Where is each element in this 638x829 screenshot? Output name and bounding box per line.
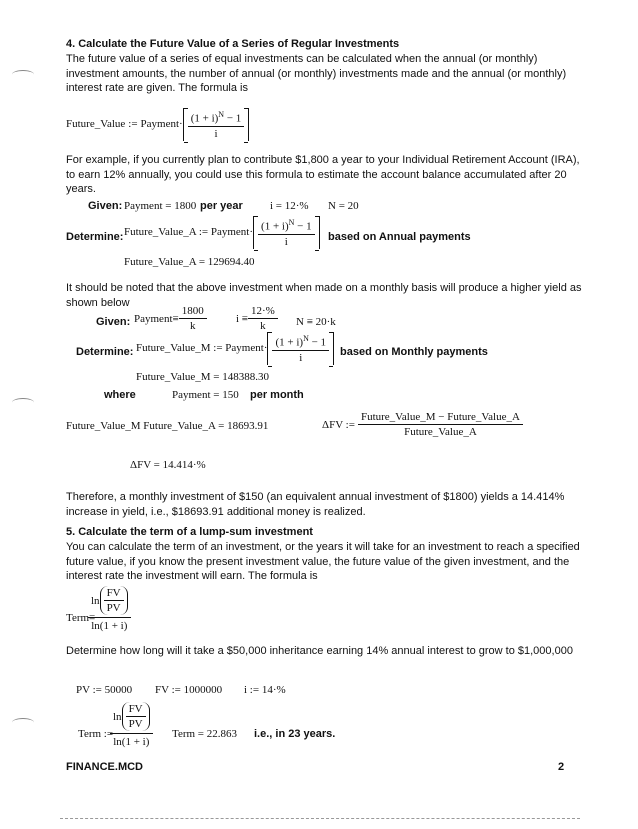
dfv-result: ΔFV = 14.414·% <box>130 459 206 471</box>
problem-text: Determine how long will it take a $50,000 inheritance earning 14% annual interest to grow to $1,000,000 <box>66 645 573 657</box>
monthly-note: It should be noted that the above investment when made on a monthly basis will produce a higher yield as shown below <box>66 282 582 309</box>
conclusion-text: Therefore, a monthly investment of $150 (an equivalent annual investment of $1800) yields a 14.414% increase in yield, i.e., $18693.91 additional money is realized. <box>66 491 565 518</box>
term-lhs: Term := <box>78 728 114 740</box>
ln-label: ln <box>113 710 122 723</box>
term-note: i.e., in 23 years. <box>254 728 336 740</box>
formula-exponent: N <box>218 110 225 119</box>
n2-def: N ≡ 20·k <box>296 316 336 328</box>
footer-filename: FINANCE.MCD <box>66 761 143 773</box>
dfv-lhs: ΔFV := <box>322 418 355 431</box>
section-5-intro: You can calculate the term of an investment, or the years it will take for an investment to reach a specified future value, if you know the present investment value, the future value of the given investment, and the interest rate the investment will earn. The formula is <box>66 541 580 582</box>
fvm-result: Future_Value_M = 148388.30 <box>136 371 269 383</box>
dfv-den: Future_Value_A <box>404 426 477 438</box>
fva-result: Future_Value_A = 129694.40 <box>124 256 255 268</box>
given2-label: Given: <box>96 316 131 328</box>
fva-minus: − 1 <box>297 220 312 233</box>
i2-def <box>236 304 278 333</box>
fv-label: FV <box>126 702 146 717</box>
based-monthly: based on Monthly payments <box>340 346 488 358</box>
payment2-def <box>134 304 207 333</box>
given-n: N = 20 <box>328 200 359 212</box>
fv-label: FV <box>104 586 124 601</box>
payment2-fraction <box>179 304 207 333</box>
formula-assign: := <box>128 118 138 131</box>
term-def-formula <box>88 586 131 632</box>
per-month: per month <box>250 389 304 401</box>
term-numerator <box>110 702 153 734</box>
fvm-minus: − 1 <box>311 336 327 349</box>
determine2-label: Determine: <box>76 346 134 358</box>
term-def-numerator <box>88 586 131 618</box>
pv-label: PV <box>128 718 143 730</box>
given-label: Given: <box>88 200 123 212</box>
pv-assign: PV := 50000 <box>76 684 133 696</box>
term-def-lhs: Term≡ <box>66 612 96 624</box>
fva-numerator: (1 + i) <box>261 220 289 233</box>
where-payment: Payment = 150 <box>172 389 239 401</box>
fva-exponent: N <box>288 218 295 227</box>
fvm-lhs: Future_Value_M := Payment· <box>136 342 268 355</box>
i2-den: k <box>260 320 266 332</box>
i2-lhs: i ≡ <box>236 312 249 325</box>
ln-label: ln <box>91 594 100 607</box>
page-number: 2 <box>558 761 565 773</box>
formula-lhs: Future_Value <box>66 118 126 131</box>
payment2-lhs: Payment≡ <box>134 312 179 325</box>
i2-num: 12·% <box>248 304 278 319</box>
section-4-heading: 4. Calculate the Future Value of a Series of Regular Investments <box>66 38 400 50</box>
fvm-numerator: (1 + i) <box>275 336 304 349</box>
term-denominator: ln(1 + i) <box>113 736 150 748</box>
term-result: Term = 22.863 <box>172 728 238 740</box>
term-formula <box>110 702 153 748</box>
fvm-formula <box>136 332 334 365</box>
fv-pv-fraction <box>126 702 146 731</box>
fv-assign: FV := 1000000 <box>155 684 223 696</box>
term-def-denominator: ln(1 + i) <box>91 620 128 632</box>
fv-pv-paren <box>100 586 128 615</box>
fv-pv-fraction <box>104 586 124 615</box>
fvm-fraction <box>272 332 329 365</box>
dfv-num: Future_Value_M − Future_Value_A <box>358 410 523 425</box>
margin-mark <box>12 70 34 79</box>
payment2-den: k <box>189 320 196 332</box>
dfv-formula <box>322 410 523 439</box>
determine-label: Determine: <box>66 231 124 243</box>
given-payment: Payment = 1800 <box>124 200 197 212</box>
difference-result: Future_Value_M Future_Value_A = 18693.91 <box>66 420 269 432</box>
fva-fraction <box>258 216 315 249</box>
pv-label: PV <box>106 602 121 614</box>
fvm-exponent: N <box>303 334 309 343</box>
i2-fraction <box>248 304 278 333</box>
dfv-fraction <box>358 410 523 439</box>
margin-mark <box>12 718 34 727</box>
formula-numerator: (1 + i) <box>190 112 219 125</box>
formula-payment: Payment· <box>140 118 183 131</box>
i-assign: i := 14·% <box>244 684 286 696</box>
fv-pv-paren <box>122 702 150 731</box>
section-5-heading: 5. Calculate the term of a lump-sum investment <box>66 526 313 538</box>
fvm-denominator: i <box>299 351 303 364</box>
payment2-num: 1800 <box>179 304 207 319</box>
footer-rule <box>60 818 580 819</box>
per-year: per year <box>200 200 243 212</box>
fva-formula <box>124 216 320 249</box>
fva-lhs: Future_Value_A := Payment· <box>124 226 254 239</box>
example-text: For example, if you currently plan to contribute $1,800 a year to your Individual Retirement Account (IRA), to earn 12% annually, you could use this formula to estimate the account balance accumulated after 20 years. <box>66 154 580 195</box>
based-annual: based on Annual payments <box>328 231 471 243</box>
formula-fraction <box>188 108 245 141</box>
fvm-bracket <box>267 332 334 365</box>
fva-bracket <box>253 216 320 249</box>
fva-denominator: i <box>284 235 288 248</box>
fv-formula <box>66 108 249 141</box>
section-4-intro: The future value of a series of equal investments can be calculated when the annual (or monthly) investment amounts, the number of annual (or monthly) investments made and the annual (or monthly) interest rate are given. The formula is <box>66 53 567 94</box>
where-label: where <box>104 389 136 401</box>
formula-denominator: i <box>214 127 218 140</box>
formula-bracket <box>183 108 250 141</box>
margin-mark <box>12 398 34 407</box>
given-i: i = 12·% <box>270 200 309 212</box>
formula-minus: − 1 <box>226 112 242 125</box>
